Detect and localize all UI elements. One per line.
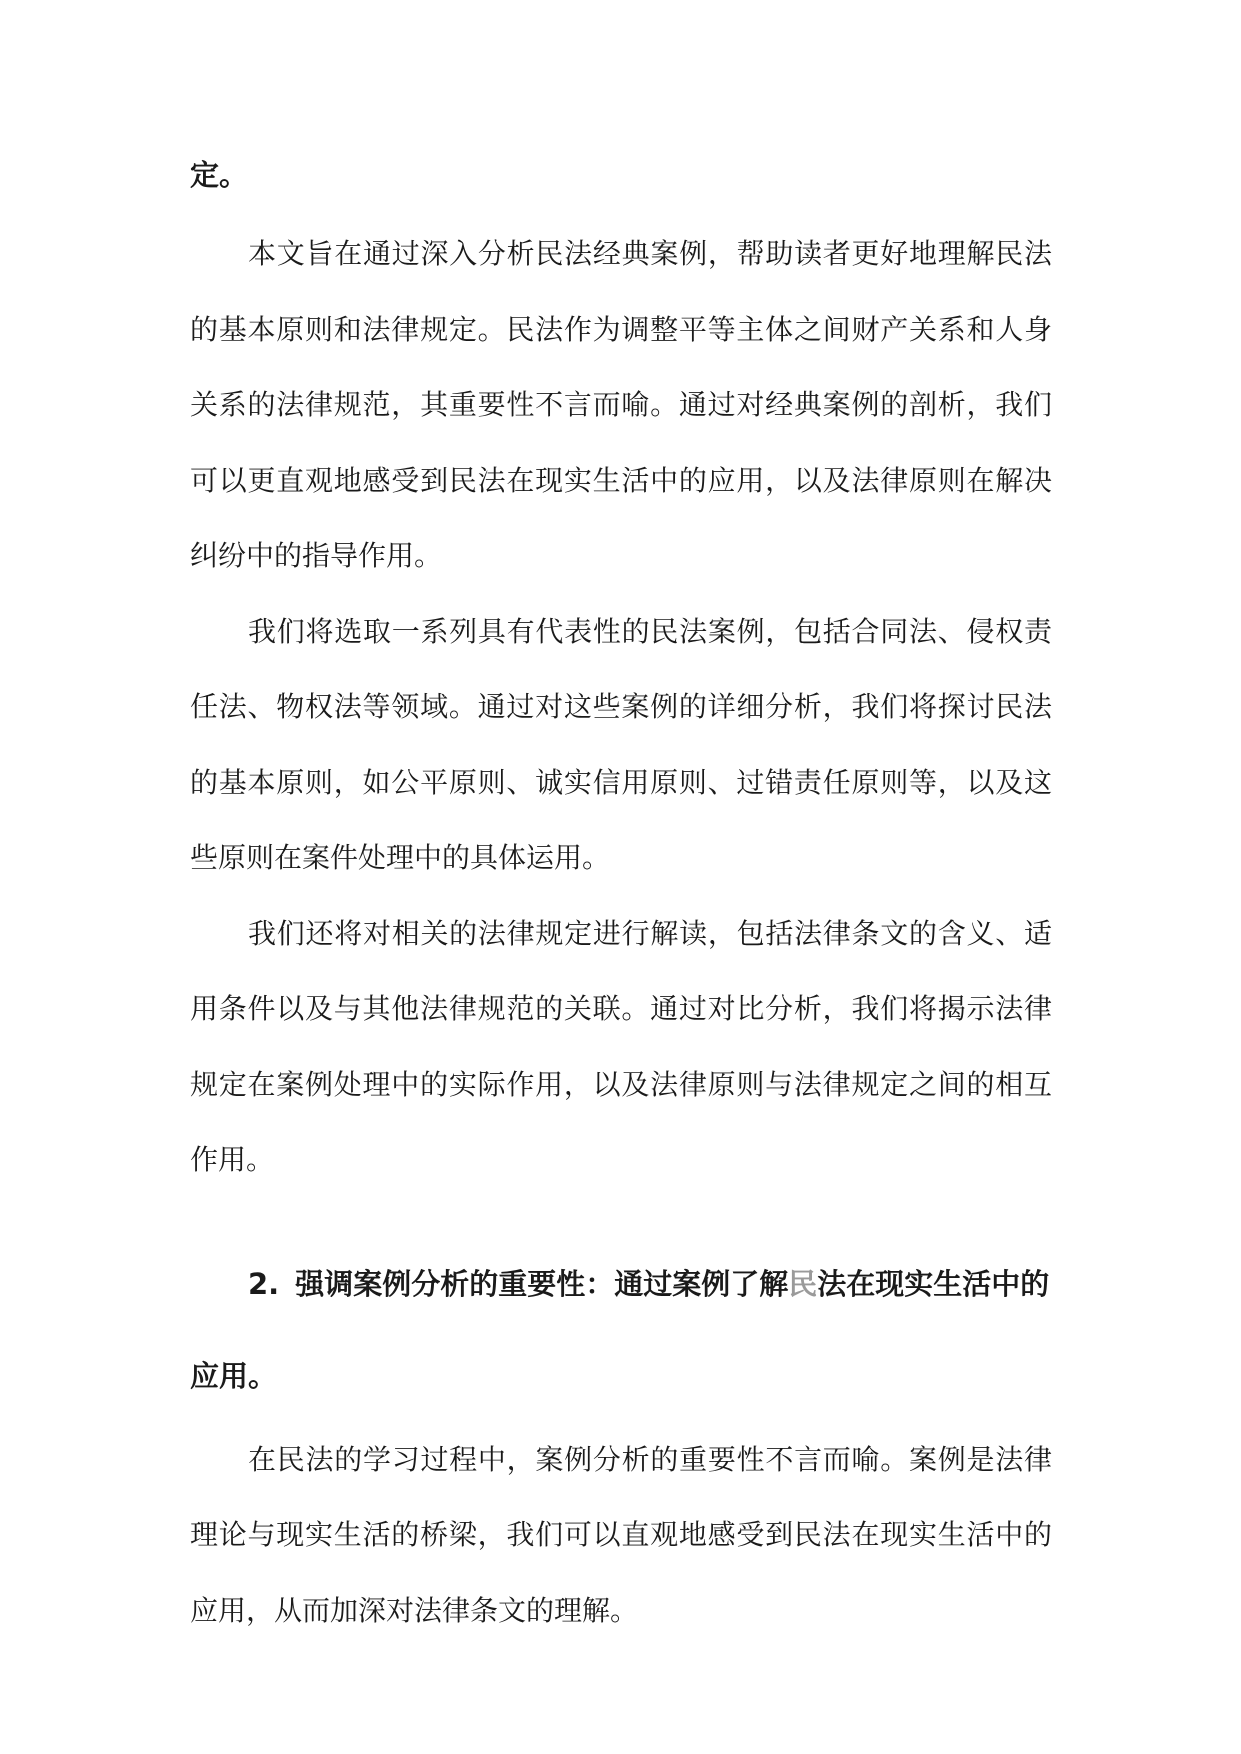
body-paragraph-2: 我们将选取一系列具有代表性的民法案例，包括合同法、侵权责任法、物权法等领域。通过对这些案例的详细分析，我们将探讨民法的基本原则，如公平原则、诚实信用原则、过错责任原则等，以及这些原则在案件处理中的具体运用。	[190, 614, 1052, 874]
body-paragraph-1: 本文旨在通过深入分析民法经典案例，帮助读者更好地理解民法的基本原则和法律规定。民法作为调整平等主体之间财产关系和人身关系的法律规范，其重要性不言而喻。通过对经典案例的剖析，我们可以更直观地感受到民法在现实生活中的应用，以及法律原则在解决纠纷中的指导作用。	[190, 237, 1052, 572]
heading-continuation: 定。	[190, 158, 249, 192]
section-title-part2: 法在现实生活中的应用。	[190, 1266, 1050, 1393]
section-number: 2.	[248, 1266, 280, 1301]
section-title-faded-char: 民	[788, 1266, 818, 1301]
section-heading	[190, 1238, 1052, 1422]
document-page	[190, 138, 1052, 1648]
section-title-part1: 强调案例分析的重要性：通过案例了解	[295, 1266, 789, 1301]
section-paragraph-1: 在民法的学习过程中，案例分析的重要性不言而喻。案例是法律理论与现实生活的桥梁，我们可以直观地感受到民法在现实生活中的应用，从而加深对法律条文的理解。	[190, 1442, 1052, 1627]
body-paragraph-3: 我们还将对相关的法律规定进行解读，包括法律条文的含义、适用条件以及与其他法律规范的关联。通过对比分析，我们将揭示法律规定在案例处理中的实际作用，以及法律原则与法律规定之间的相互作用。	[190, 916, 1052, 1176]
